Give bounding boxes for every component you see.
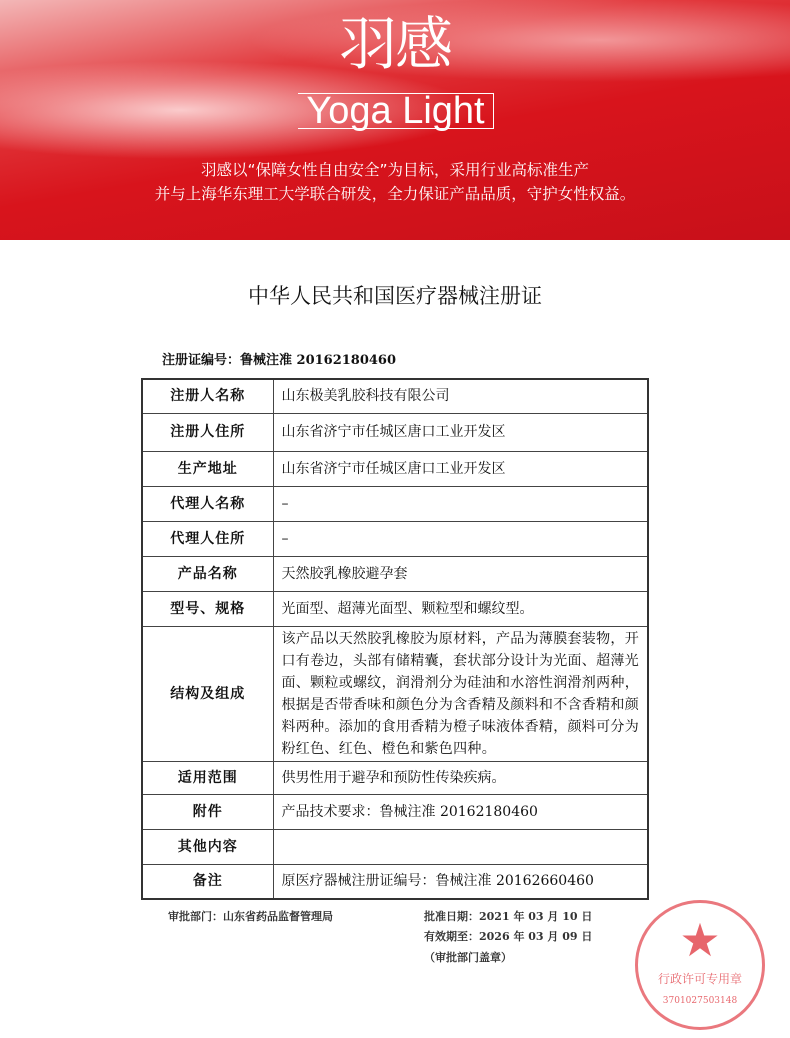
- table-row: [142, 794, 648, 829]
- row-label: 生产地址: [142, 451, 273, 486]
- table-row: [142, 451, 648, 486]
- registration-number: 注册证编号：鲁械注准 20162180460: [162, 353, 397, 368]
- row-value: 山东省济宁市任城区唐口工业开发区: [273, 451, 648, 486]
- table-row: [142, 591, 648, 626]
- row-value: [273, 829, 648, 864]
- row-label: 适用范围: [142, 761, 273, 794]
- row-label: 其他内容: [142, 829, 273, 864]
- row-label: 备注: [142, 864, 273, 899]
- seal-code: 3701027503148: [662, 996, 738, 1006]
- row-label: 结构及组成: [142, 626, 273, 761]
- table-row: [142, 486, 648, 521]
- row-value: 山东省济宁市任城区唐口工业开发区: [273, 413, 648, 451]
- seal-text: 行政许可专用章: [657, 972, 742, 986]
- approval-date: 批准日期：2021 年 03 月 10 日: [424, 910, 593, 923]
- certificate-table: [141, 378, 649, 900]
- row-label: 注册人住所: [142, 413, 273, 451]
- valid-until: 有效期至：2026 年 03 月 09 日: [424, 930, 593, 943]
- row-value: 天然胶乳橡胶避孕套: [273, 556, 648, 591]
- row-value: 光面型、超薄光面型、颗粒型和螺纹型。: [273, 591, 648, 626]
- star-icon: ★: [679, 913, 721, 967]
- table-row: [142, 413, 648, 451]
- official-seal: [635, 900, 765, 1030]
- table-row: [142, 829, 648, 864]
- table-row: [142, 864, 648, 899]
- table-row: [142, 556, 648, 591]
- row-label: 型号、规格: [142, 591, 273, 626]
- seal-note: （审批部门盖章）: [424, 951, 512, 964]
- row-value: 该产品以天然胶乳橡胶为原材料，产品为薄膜套装物，开口有卷边，头部有储精囊，套状部分设计为光面、超薄光面、颗粒或螺纹，润滑剂分为硅油和水溶性润滑剂两种，根据是否带香味和颜色分为含香精及颜料和不含香精和颜料两种。添加的食用香精为橙子味液体香精，颜料可分为粉红色、红色、橙色和紫色四种。: [273, 626, 648, 761]
- table-row: [142, 626, 648, 761]
- row-label: 代理人名称: [142, 486, 273, 521]
- table-row: [142, 761, 648, 794]
- row-label: 代理人住所: [142, 521, 273, 556]
- slogan-line-2: 并与上海华东理工大学联合研发，全力保证产品品质，守护女性权益。: [154, 185, 636, 203]
- row-label: 产品名称: [142, 556, 273, 591]
- row-value: –: [273, 521, 648, 556]
- brand-logo-en: Yoga Light: [298, 93, 494, 129]
- brand-banner: [0, 0, 790, 240]
- row-value: –: [273, 486, 648, 521]
- row-value: 产品技术要求：鲁械注准 20162180460: [273, 794, 648, 829]
- approval-department: 审批部门：山东省药品监督管理局: [168, 910, 333, 923]
- row-value: 供男性用于避孕和预防性传染疾病。: [273, 761, 648, 794]
- row-value: 原医疗器械注册证编号：鲁械注准 20162660460: [273, 864, 648, 899]
- certificate-title: 中华人民共和国医疗器械注册证: [248, 284, 542, 308]
- row-label: 附件: [142, 794, 273, 829]
- row-value: 山东极美乳胶科技有限公司: [273, 379, 648, 413]
- brand-logo-cn: 羽感: [338, 10, 451, 78]
- table-row: [142, 379, 648, 413]
- row-label: 注册人名称: [142, 379, 273, 413]
- slogan-line-1: 羽感以“保障女性自由安全”为目标，采用行业高标准生产: [200, 161, 590, 179]
- table-row: [142, 521, 648, 556]
